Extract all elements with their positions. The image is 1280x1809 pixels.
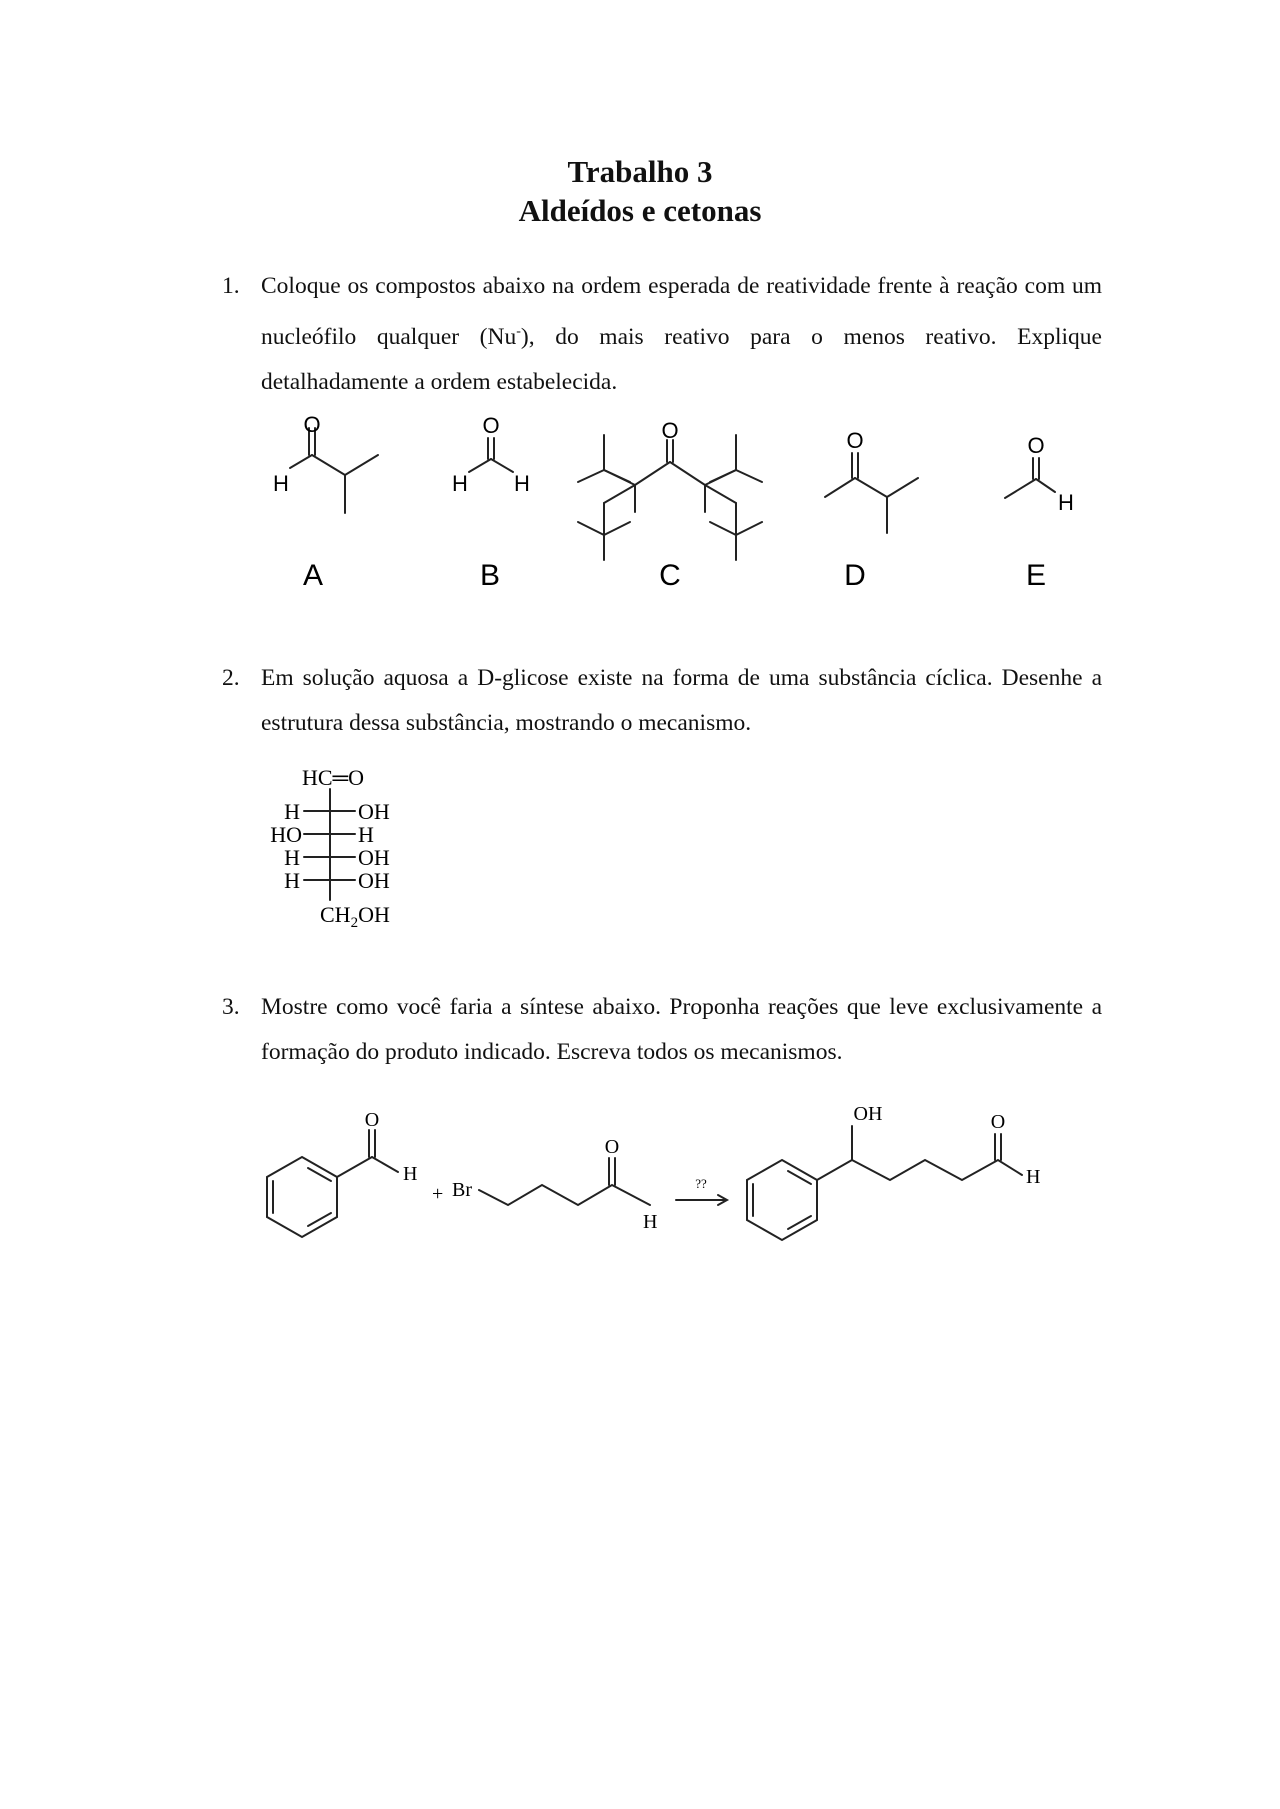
compound-label: D [844, 559, 866, 592]
question-text: Em solução aquosa a D-glicose existe na forma de uma substância cíclica. Desenhe a estrutura dessa substância, mostrando o mecanismo. [261, 665, 1102, 736]
atom-label: O [482, 413, 500, 438]
atom-label: O [364, 1109, 380, 1131]
fischer-left: HO [270, 822, 302, 847]
compound-label: C [659, 559, 681, 592]
fischer-right: OH [358, 799, 390, 824]
question-number: 2. [222, 665, 240, 691]
question-text: Coloque os compostos abaixo na ordem esperada de reatividade frente à reação com um nucleófilo qualquer (Nu-), do mais reativo para o menos reativo. Explique detalhadamente a ordem estabelecida. [261, 273, 1102, 395]
plus-sign: + [432, 1183, 444, 1205]
question-number: 1. [222, 273, 240, 299]
atom-label: H [403, 1163, 418, 1185]
compound-label: B [479, 559, 501, 592]
fischer-left: H [284, 845, 300, 870]
question-1 [222, 264, 1102, 405]
question-text: Mostre como você faria a síntese abaixo. Proponha reações que leve exclusivamente a formação do produto indicado. Escreva todos os mecanismos. [261, 994, 1102, 1065]
atom-label: O [1027, 433, 1045, 458]
arrow-label: ?? [695, 1176, 707, 1191]
atom-label: O [661, 418, 679, 443]
atom-label: O [846, 428, 864, 453]
atom-label: O [303, 412, 321, 437]
compound-label: E [1025, 559, 1047, 592]
question-2 [222, 656, 1102, 746]
atom-label: H [514, 471, 530, 496]
page-subtitle: Aldeídos e cetonas [518, 193, 762, 228]
fischer-right: OH [358, 868, 390, 893]
fischer-left: H [284, 868, 300, 893]
atom-label: O [990, 1111, 1006, 1133]
atom-label: H [452, 471, 468, 496]
question-number: 3. [222, 994, 240, 1020]
atom-label: H [1026, 1166, 1041, 1188]
atom-label: H [273, 471, 289, 496]
fischer-left: H [284, 799, 300, 824]
fischer-bottom: $CH_2OH$ [320, 902, 390, 931]
fischer-right: OH [358, 845, 390, 870]
atom-label: H [1058, 490, 1074, 515]
atom-label: Br [452, 1179, 472, 1201]
compound-label: A [302, 559, 324, 592]
atom-label: OH [853, 1103, 883, 1125]
fischer-right: H [358, 822, 374, 847]
question-3 [222, 985, 1102, 1075]
page-title: Trabalho 3 [567, 154, 713, 189]
fischer-top: HC═O [302, 765, 365, 790]
atom-label: O [604, 1136, 620, 1158]
atom-label: H [643, 1211, 658, 1233]
